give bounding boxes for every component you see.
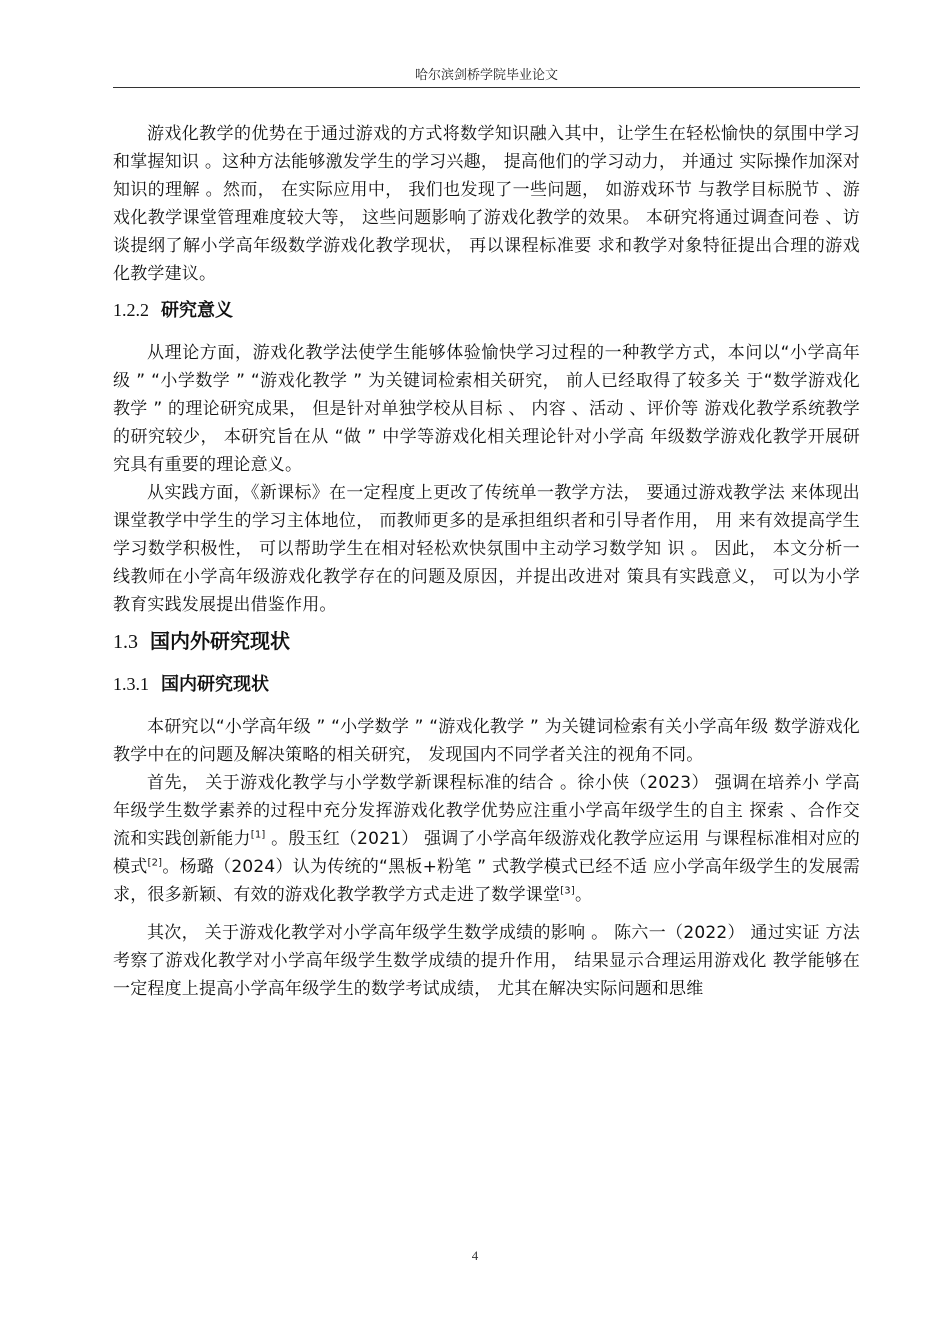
first-paragraph [113, 769, 860, 909]
practice-paragraph: 从实践方面，《新课标》在一定程度上更改了传统单一教学方法， 要通过游戏教学法 来体现出课堂教学中学生的学习主体地位， 而教师更多的是承担组织者和引导者作用， 用 来有效提高学生学习数学积极性， 可以帮助学生在相对轻松欢快氛围中主动学习数学知 识 。 因此， 本文分析一线教师在小学高年级游戏化教学存在的问题及原因，并提出改进对 策具有实践意义， 可以为小学教育实践发展提出借鉴作用。 [113, 483, 860, 615]
section-title: 国内研究现状 [161, 674, 269, 695]
section-title: 国内外研究现状 [150, 629, 290, 653]
domestic-paragraph: 本研究以“小学高年级 ” “小学数学 ” “游戏化教学 ” 为关键词检索有关小学高年级 数学游戏化教学中在的问题及解决策略的相关研究， 发现国内不同学者关注的视角不同。 [113, 717, 860, 765]
section-heading-1-3 [113, 625, 860, 658]
page-number: 4 [471, 1248, 479, 1263]
text-run: 首先， 关于游戏化教学与小学数学新课程标准的结合 。徐小侠（2023） 强调在培养小 学高年级学生数学素养的过程中充分发挥游戏化教学优势应注重小学高年级学生的自主 探索 、合作交流和实践创新能力 [113, 773, 860, 849]
citation-ref: [3] [560, 885, 575, 897]
citation-ref: [1] [250, 829, 266, 841]
theory-paragraph: 从理论方面，游戏化教学法使学生能够体验愉快学习过程的一种教学方式，本问以“小学高年级 ” “小学数学 ” “游戏化教学 ” 为关键词检索相关研究， 前人已经取得了较多关 于“数学游戏化教学 ” 的理论研究成果， 但是针对单独学校从目标 、 内容 、活动 、评价等 游戏化教学系统教学的研究较少， 本研究旨在从 “做 ” 中学等游戏化相关理论针对小学高 年级数学游戏化教学开展研究具有重要的理论意义。 [113, 343, 860, 475]
intro-paragraph: 游戏化教学的优势在于通过游戏的方式将数学知识融入其中，让学生在轻松愉快的氛围中学习和掌握知识 。这种方法能够激发学生的学习兴趣， 提高他们的学习动力， 并通过 实际操作加深对知识的理解 。然而， 在实际应用中， 我们也发现了一些问题， 如游戏环节 与教学目标脱节 、游戏化教学课堂管理难度较大等， 这些问题影响了游戏化教学的效果。 本研究将通过调查问卷 、访谈提纲了解小学高年级数学游戏化教学现状， 再以课程标准要 求和教学对象特征提出合理的游戏化教学建议。 [113, 124, 860, 284]
section-title: 研究意义 [161, 300, 233, 321]
text-run: 。 [574, 885, 593, 905]
section-heading-1-2-2 [113, 296, 860, 325]
header-divider [113, 87, 860, 88]
text-run: 。杨璐（2024）认为传统的“黑板+粉笔 ” 式教学模式已经不适 应小学高年级学生的发展需求，很多新颖、有效的游戏化教学教学方式走进了数学课堂 [113, 857, 860, 905]
section-number: 1.3.1 [113, 674, 149, 694]
section-number: 1.2.2 [113, 300, 149, 320]
section-heading-1-3-1 [113, 670, 860, 699]
section-number: 1.3 [113, 631, 138, 653]
page-header: 哈尔滨剑桥学院毕业论文 [414, 68, 558, 83]
text-run: 。殷玉红（2021） 强调了小学高年级游戏化教学应运用 与课程标准相对应的模式 [113, 829, 861, 877]
body-text [113, 120, 860, 1003]
citation-ref: [2] [147, 857, 163, 869]
second-paragraph: 其次， 关于游戏化教学对小学高年级学生数学成绩的影响 。 陈六一（2022） 通过实证 方法考察了游戏化教学对小学高年级学生数学成绩的提升作用， 结果显示合理运用游戏化 教学能够在一定程度上提高小学高年级学生的数学考试成绩， 尤其在解决实际问题和思维 [113, 923, 860, 999]
